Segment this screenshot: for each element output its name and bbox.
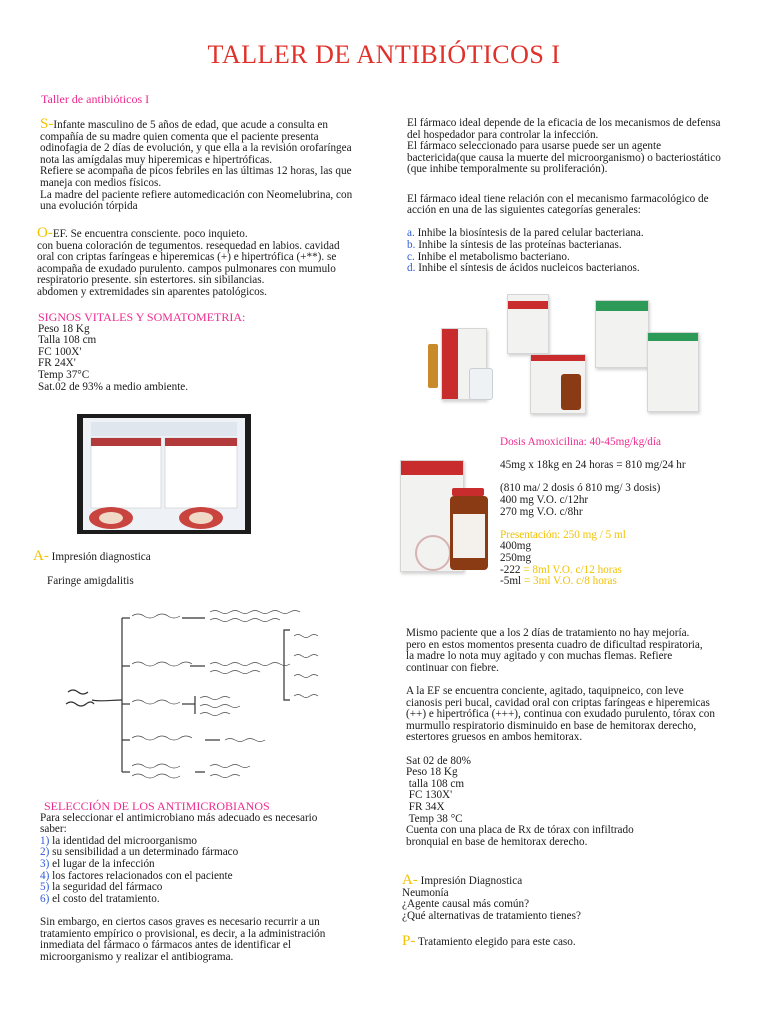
selection-item-number: 4) xyxy=(40,869,50,882)
presentation-row-note: = 3ml V.O. c/8 horas xyxy=(523,575,617,588)
followup-line: continuar con fiebre. xyxy=(406,661,499,674)
o-letter: O- xyxy=(37,225,53,241)
amoxicillin-product-photo xyxy=(400,450,492,574)
o-line: EF. Se encuentra consciente. poco inquieto. xyxy=(52,228,248,240)
ceftriaxone-box xyxy=(595,300,649,368)
followup-section xyxy=(406,628,715,848)
assessment-label: Impresión diagnostica xyxy=(51,551,151,563)
ideal-line: bactericida(que causa la muerte del microorganismo) o bacteriostático xyxy=(407,151,721,164)
selection-item-number: 6) xyxy=(40,892,50,905)
clinical-slide-graphic xyxy=(77,414,251,534)
o-line: acompaña de exudado purulento. campos pulmonares con mumulo xyxy=(37,262,336,275)
vital-item: Sat.02 de 93% a medio ambiente. xyxy=(38,380,189,393)
vital-item: Peso 18 Kg xyxy=(38,322,90,335)
ideal-line: del hospedador para controlar la infección. xyxy=(407,128,599,141)
s-line: compañía de su madre quien comenta que el paciente presenta xyxy=(40,130,319,143)
vital2-item: Cuenta con una placa de Rx de tórax con infiltrado xyxy=(406,824,634,837)
ideal-line: El fármaco ideal depende de la eficacia de los mecanismos de defensa xyxy=(407,117,721,129)
presentation-value: 250mg xyxy=(500,551,532,564)
plan-label: Tratamiento elegido para este caso. xyxy=(417,936,576,948)
vital-item: Temp 37°C xyxy=(38,368,90,381)
objective-section xyxy=(37,227,340,299)
mechanism-text: Inhibe el metabolismo bacteriano. xyxy=(417,250,570,263)
closing-line: tratamiento empírico o provisional, es decir, a la administración xyxy=(40,927,326,940)
a2-letter: A- xyxy=(402,872,418,888)
assessment-section xyxy=(33,550,151,564)
assessment2-line: ¿Agente causal más común? xyxy=(402,898,530,911)
mechanism-text: Inhibe la biosíntesis de la pared celular bacteriana. xyxy=(417,227,644,240)
mechanism-letter: a. xyxy=(407,227,415,240)
diagnosis-text: Faringe amigdalitis xyxy=(47,575,134,587)
assessment2-section xyxy=(402,874,581,922)
ef-line: (++) e hipertrófica (+++), continua con exudado purulento, tórax con xyxy=(406,708,715,721)
followup-line: Mismo paciente que a los 2 días de tratamiento no hay mejoría. xyxy=(406,627,690,639)
mechanism-intro-line: acción en una de las siguientes categorías generales: xyxy=(407,204,641,217)
selection-item-number: 3) xyxy=(40,857,50,870)
antibiotic-products-photo xyxy=(425,292,705,414)
vital2-item: FR 34X xyxy=(406,800,445,813)
presentation-value: 400mg xyxy=(500,540,532,553)
syrup-bottle xyxy=(561,374,581,410)
presentation-row-value: -222 xyxy=(500,563,521,576)
closing-line: inmediata del fármaco o fármacos antes de identificar el xyxy=(40,939,291,952)
vital2-item: bronquial en base de hemitorax derecho. xyxy=(406,835,588,848)
selection-item-number: 1) xyxy=(40,834,50,847)
closing-line: Sin embargo, en ciertos casos graves es necesario recurrir a un xyxy=(40,915,320,928)
selection-item-number: 5) xyxy=(40,881,50,894)
ef-line: murmullo respiratorio disminuido en base de hemitorax derecho, xyxy=(406,719,697,732)
selection-item-text: la identidad del microorganismo xyxy=(52,834,198,847)
selection-intro-line: Para seleccionar el antimicrobiano más adecuado es necesario xyxy=(40,811,318,824)
o-line: respiratorio presente. sin estertores. sin sibilancias. xyxy=(37,274,265,287)
s-line: La madre del paciente refiere automedicación con Neomelubrina, con xyxy=(40,188,353,201)
mechanism-letter: d. xyxy=(407,262,416,275)
selection-item-number: 2) xyxy=(40,846,50,859)
bottle-cap xyxy=(452,488,484,496)
s-line: odinofagia de 2 días de evolución, y que ella a la revisión orofaríngea xyxy=(40,142,352,155)
vital2-item: talla 108 cm xyxy=(406,777,465,790)
assessment2-label: Impresión Diagnostica xyxy=(420,875,523,887)
o-line: con buena coloración de tegumentos. resequedad en labios. cavidad xyxy=(37,239,340,252)
dose-line: 400 mg V.O. c/12hr xyxy=(500,493,589,506)
ceftriaxone-box-large xyxy=(647,332,699,412)
vital-item: FR 24X' xyxy=(38,357,76,370)
mechanism-item xyxy=(407,263,721,275)
presentation-row xyxy=(500,576,686,588)
selection-item xyxy=(40,894,325,906)
vitals-heading: SIGNOS VITALES Y SOMATOMETRIA: xyxy=(38,310,246,324)
dose-line: 270 mg V.O. c/8hr xyxy=(500,505,583,518)
presentation-row-note: = 8ml V.O. c/12 horas xyxy=(523,563,622,576)
dose-calculation: 45mg x 18kg en 24 horas = 810 mg/24 hr xyxy=(500,459,686,472)
ideal-line: (que inhibe temporalmente su proliferación). xyxy=(407,163,608,176)
vial xyxy=(469,368,493,400)
a-letter: A- xyxy=(33,548,49,564)
ampoule xyxy=(428,344,438,388)
selection-intro-line: saber: xyxy=(40,823,67,836)
selection-heading: SELECCIÓN DE LOS ANTIMICROBIANOS xyxy=(44,799,270,813)
followup-line: pero en estos momentos presenta cuadro de dificultad respiratoria, xyxy=(406,638,703,651)
assessment2-line: Neumonía xyxy=(402,886,449,899)
assessment2-line: ¿Qué alternativas de tratamiento tienes? xyxy=(402,909,581,922)
dosing-section xyxy=(500,437,686,588)
presentation-heading: Presentación: 250 mg / 5 ml xyxy=(500,528,626,541)
presentation-row-value: -5ml xyxy=(500,575,522,588)
ideal-drug-section xyxy=(407,118,721,275)
dose-line: (810 ma/ 2 dosis ó 810 mg/ 3 dosis) xyxy=(500,482,661,495)
ideal-line: El fármaco seleccionado para usarse puede ser un agente xyxy=(407,140,662,153)
selection-item-text: la seguridad del fármaco xyxy=(52,881,163,894)
vital2-item: Peso 18 Kg xyxy=(406,766,458,779)
selection-item-text: los factores relacionados con el paciente xyxy=(52,869,233,882)
vital2-item: FC 130X' xyxy=(406,789,453,802)
subjective-section xyxy=(40,118,352,213)
ef-line: A la EF se encuentra conciente, agitado, taquipneico, con leve xyxy=(406,684,684,697)
selection-item-text: el lugar de la infección xyxy=(52,857,155,870)
mechanism-letter: c. xyxy=(407,250,415,263)
mechanism-text: Inhibe el síntesis de ácidos nucleicos bacterianos. xyxy=(418,262,640,275)
s-line: Refiere se acompaña de picos febriles en las últimas 12 horas, las que xyxy=(40,165,352,178)
followup-line: la madre lo nota muy agitado y con muchas flemas. Refiere xyxy=(406,650,673,663)
antibiotic-box xyxy=(507,294,549,354)
dose-heading: Dosis Amoxicilina: 40-45mg/kg/día xyxy=(500,436,661,448)
o-line: abdomen y extremidades sin aparentes patológicos. xyxy=(37,285,267,298)
vital-item: Talla 108 cm xyxy=(38,334,97,347)
s-line: Infante masculino de 5 años de edad, que acude a consulta en xyxy=(53,119,328,131)
closing-line: microorganismo y realizar el antibiograma. xyxy=(40,950,234,963)
s-line: una evolución tórpida xyxy=(40,200,138,213)
plan-section xyxy=(402,935,576,949)
amoxicillin-bottle xyxy=(450,496,488,570)
clinical-slide-photo xyxy=(77,414,251,534)
s-letter: S- xyxy=(40,116,54,132)
selection-item-text: el costo del tratamiento. xyxy=(52,892,160,905)
selection-item-text: su sensibilidad a un determinado fármaco xyxy=(52,846,239,859)
s-line: maneja con medios físicos. xyxy=(40,176,162,189)
p-letter: P- xyxy=(402,933,416,949)
o-line: oral con criptas faríngeas e hiperemicas (+) e hipertrófica (+**). se xyxy=(37,251,337,264)
mechanism-letter: b. xyxy=(407,238,416,251)
vital-item: FC 100X' xyxy=(38,345,82,358)
vital2-item: Temp 38 °C xyxy=(406,812,463,825)
ef-line: cianosis peri bucal, cavidad oral con criptas faríngeas e hiperemicas xyxy=(406,696,710,709)
page-title: TALLER DE ANTIBIÓTICOS I xyxy=(207,40,561,69)
selection-section xyxy=(40,801,325,963)
mechanism-text: Inhibe la síntesis de las proteínas bacterianas. xyxy=(418,238,622,251)
vitals-section xyxy=(38,312,245,393)
mechanism-intro-line: El fármaco ideal tiene relación con el mecanismo farmacológico de xyxy=(407,192,709,205)
s-line: nota las amígdalas muy hiperemicas e hipertróficas. xyxy=(40,153,273,166)
vital2-item: Sat 02 de 80% xyxy=(406,754,471,767)
antibiotic-classification-diagram xyxy=(60,600,320,790)
left-subtitle: Taller de antibióticos I xyxy=(41,92,150,106)
ef-line: estertores gruesos en ambos hemitorax. xyxy=(406,731,583,744)
